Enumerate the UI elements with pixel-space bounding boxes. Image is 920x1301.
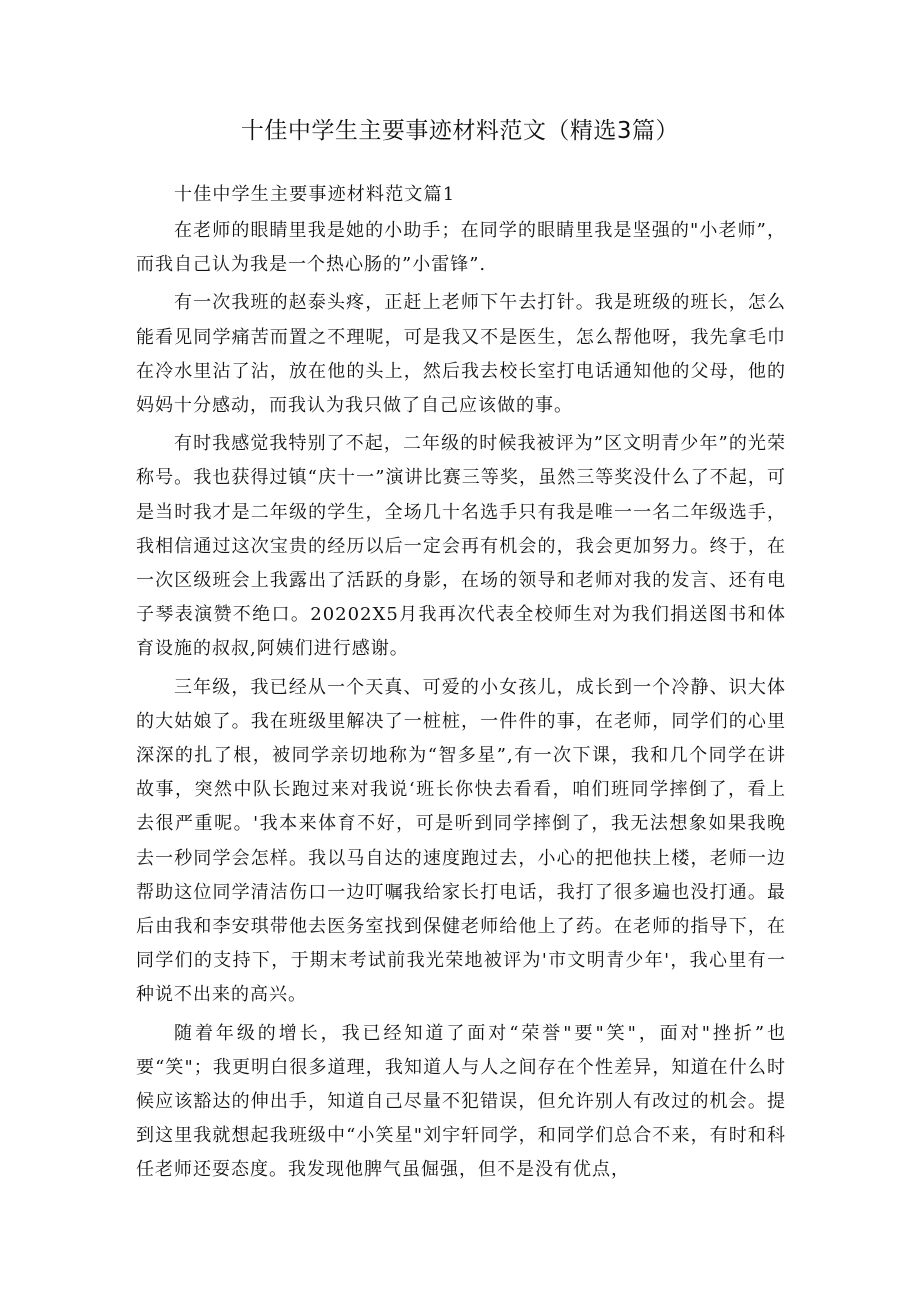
paragraph-2: 有一次我班的赵泰头疼，正赶上老师下午去打针。我是班级的班长，怎么能看见同学痛苦而置之不理呢，可是我又不是医生，怎么帮他呀，我先拿毛巾在冷水里沾了沾，放在他的头上，然后我去校长室打电话通知他的父母，他的妈妈十分感动，而我认为我只做了自己应该做的事。 — [136, 292, 786, 417]
paragraph-4: 三年级，我已经从一个天真、可爱的小女孩儿，成长到一个冷静、识大体的大姑娘了。我在班级里解决了一桩桩，一件件的事，在老师，同学们的心里深深的扎了根，被同学亲切地称为“智多星”,有一次下课，我和几个同学在讲故事，突然中队长跑过来对我说‘班长你快去看看，咱们班同学摔倒了，看上去很严重呢。'我本来体育不好，可是听到同学摔倒了，我无法想象如果我晚去一秒同学会怎样。我以马自达的速度跑过去，小心的把他扶上楼，老师一边帮助这位同学清洁伤口一边叮嘱我给家长打电话，我打了很多遍也没打通。最后由我和李安琪带他去医务室找到保健老师给他上了药。在老师的指导下，在同学们的支持下，于期末考试前我光荣地被评为'市文明青少年'，我心里有一种说不出来的高兴。 — [136, 676, 786, 1006]
document-body — [136, 176, 786, 1188]
document-title: 十佳中学生主要事迹材料范文（精选3篇） — [240, 118, 680, 144]
section-heading: 十佳中学生主要事迹材料范文篇1 — [174, 184, 456, 205]
paragraph-1: 在老师的眼睛里我是她的小助手；在同学的眼睛里我是坚强的"小老师”，而我自己认为我是一个热心肠的”小雷锋”. — [136, 220, 786, 276]
paragraph-5: 随着年级的增长，我已经知道了面对“荣誉"要"笑"，面对"挫折”也要“笑"；我更明白很多道理，我知道人与人之间存在个性差异，知道在什么时候应该豁达的伸出手，知道自己尽量不犯错误，但允许别人有改过的机会。提到这里我就想起我班级中“小笑星"刘宇轩同学，和同学们总合不来，有时和科任老师还耍态度。我发现他脾气虽倔强，但不是没有优点， — [136, 1022, 786, 1181]
paragraph-3: 有时我感觉我特别了不起，二年级的时候我被评为”区文明青少年”的光荣称号。我也获得过镇“庆十一”演讲比赛三等奖，虽然三等奖没什么了不起，可是当时我才是二年级的学生，全场几十名选手只有我是唯一一名二年级选手，我相信通过这次宝贵的经历以后一定会再有机会的，我会更加努力。终于，在一次区级班会上我露出了活跃的身影，在场的领导和老师对我的发言、还有电子琴表演赞不绝口。20202X5月我再次代表全校师生对为我们捐送图书和体育设施的叔叔,阿姨们进行感谢。 — [136, 433, 786, 660]
